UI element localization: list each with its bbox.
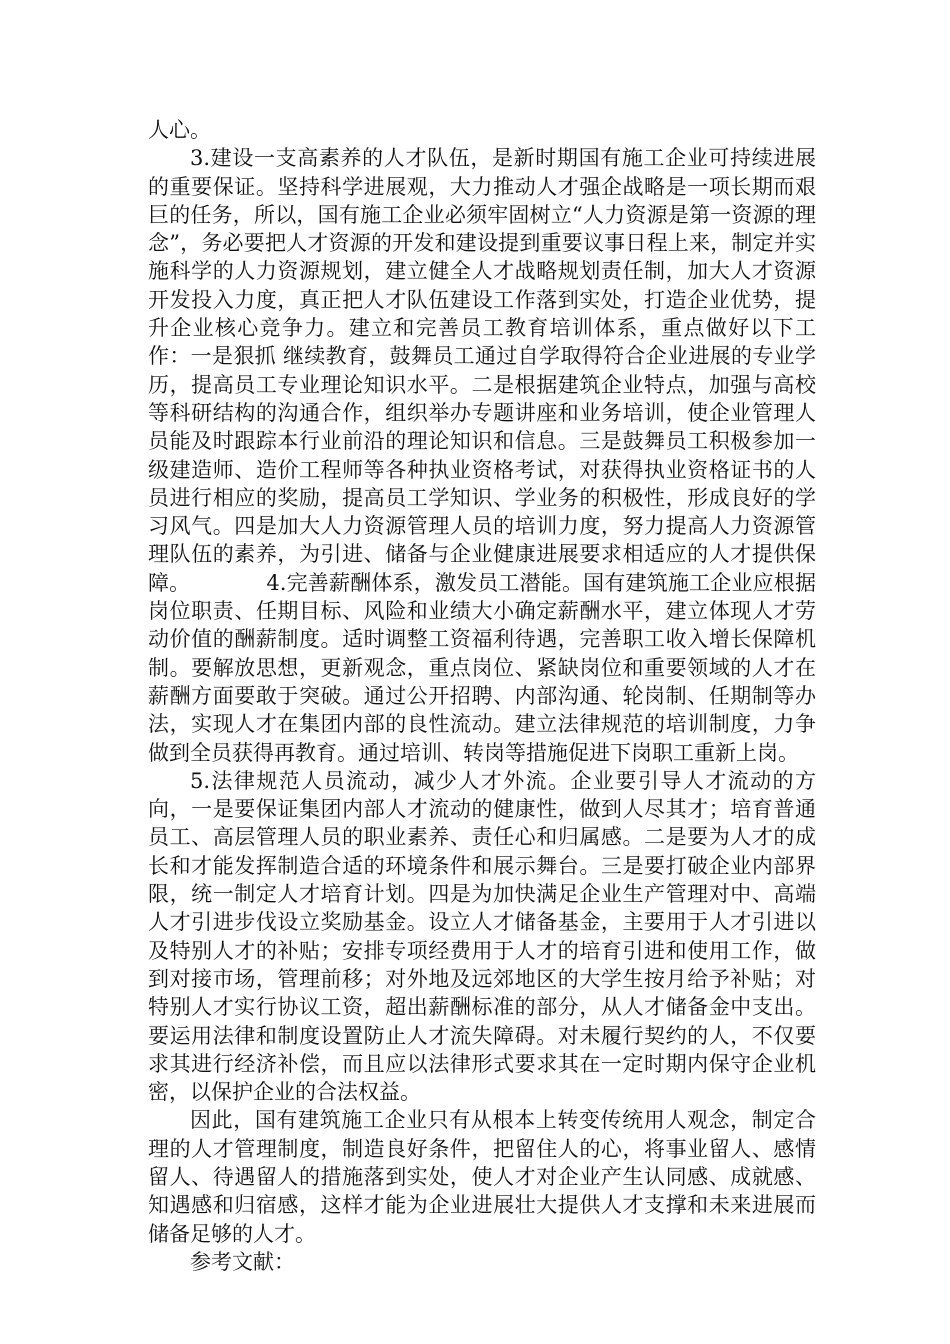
paragraph-1-continuation: 4.完善薪酬体系，激发员工潜能。国有建筑施工企业应根据岗位职责、任期目标、风险和业绩大小确定薪酬水平，建立体现人才劳动价值的酬薪制度。适时调整工资福利待遇，完善职工收入增长保障机制。要解放思想，更新观念，重点岗位、紧缺岗位和重要领域的人才在薪酬方面要敢于突破。通过公开招聘、内部沟通、轮岗制、任期制等办法，实现人才在集团内部的良性流动。建立法律规范的培训制度，力争做到全员获得再教育。通过培训、转岗等措施促进下岗职工重新上岗。 <box>148 570 816 765</box>
document-body <box>148 116 816 1276</box>
paragraph-0: 人心。 <box>148 118 211 142</box>
paragraph-2: 5.法律规范人员流动，减少人才外流。企业要引导人才流动的方向，一是要保证集团内部人才流动的健康性，做到人尽其才；培育普通员工、高层管理人员的职业素养、责任心和归属感。二是要为人才的成长和才能发挥制造合适的环境条件和展示舞台。三是要打破企业内部界限，统一制定人才培育计划。四是为加快满足企业生产管理对中、高端人才引进步伐设立奖励基金。设立人才储备基金，主要用于人才引进以及特别人才的补贴；安排专项经费用于人才的培育引进和使用工作，做到对接市场，管理前移；对外地及远郊地区的大学生按月给予补贴；对特别人才实行协议工资，超出薪酬标准的部分，从人才储备金中支出。要运用法律和制度设置防止人才流失障碍。对未履行契约的人，不仅要求其进行经济补偿，而且应以法律形式要求其在一定时期内保守企业机密，以保护企业的合法权益。 <box>148 768 816 1105</box>
paragraph-1-text: 3.建设一支高素养的人才队伍，是新时期国有施工企业可持续进展的重要保证。坚持科学进展观，大力推动人才强企战略是一项长期而艰巨的任务，所以，国有施工企业必须牢固树立“人力资源是第一资源的理念”，务必要把人才资源的开发和建设提到重要议事日程上来，制定并实施科学的人力资源规划，建立健全人才战略规划责任制，加大人才资源开发投入力度，真正把人才队伍建设工作落到实处，打造企业优势，提升企业核心竞争力。建立和完善员工教育培训体系，重点做好以下工作：一是狠抓 继续教育，鼓舞员工通过自学取得符合企业进展的专业学历，提高员工专业理论知识水平。二是根据建筑企业特点，加强与高校等科研结构的沟通合作，组织举办专题讲座和业务培训，使企业管理人员能及时跟踪本行业前沿的理论知识和信息。三是鼓舞员工积极参加一级建造师、造价工程师等各种执业资格考试，对获得执业资格证书的人员进行相应的奖励，提高员工学知识、学业务的积极性，形成良好的学习风气。四是加大人力资源管理人员的培训力度，努力提高人力资源管理队伍的素养，为引进、储备与企业健康进展要求相适应的人才提供保障。 <box>148 146 816 595</box>
paragraph-1 <box>148 144 816 767</box>
paragraph-3: 因此，国有建筑施工企业只有从根本上转变传统用人观念，制定合理的人才管理制度，制造良好条件，把留住人的心，将事业留人、感情留人、待遇留人的措施落到实处，使人才对企业产生认同感、成就感、知遇感和归宿感，这样才能为企业进展壮大提供人才支撑和未来进展而储备足够的人才。 <box>148 1108 816 1246</box>
references-heading: 参考文献： <box>190 1249 295 1274</box>
